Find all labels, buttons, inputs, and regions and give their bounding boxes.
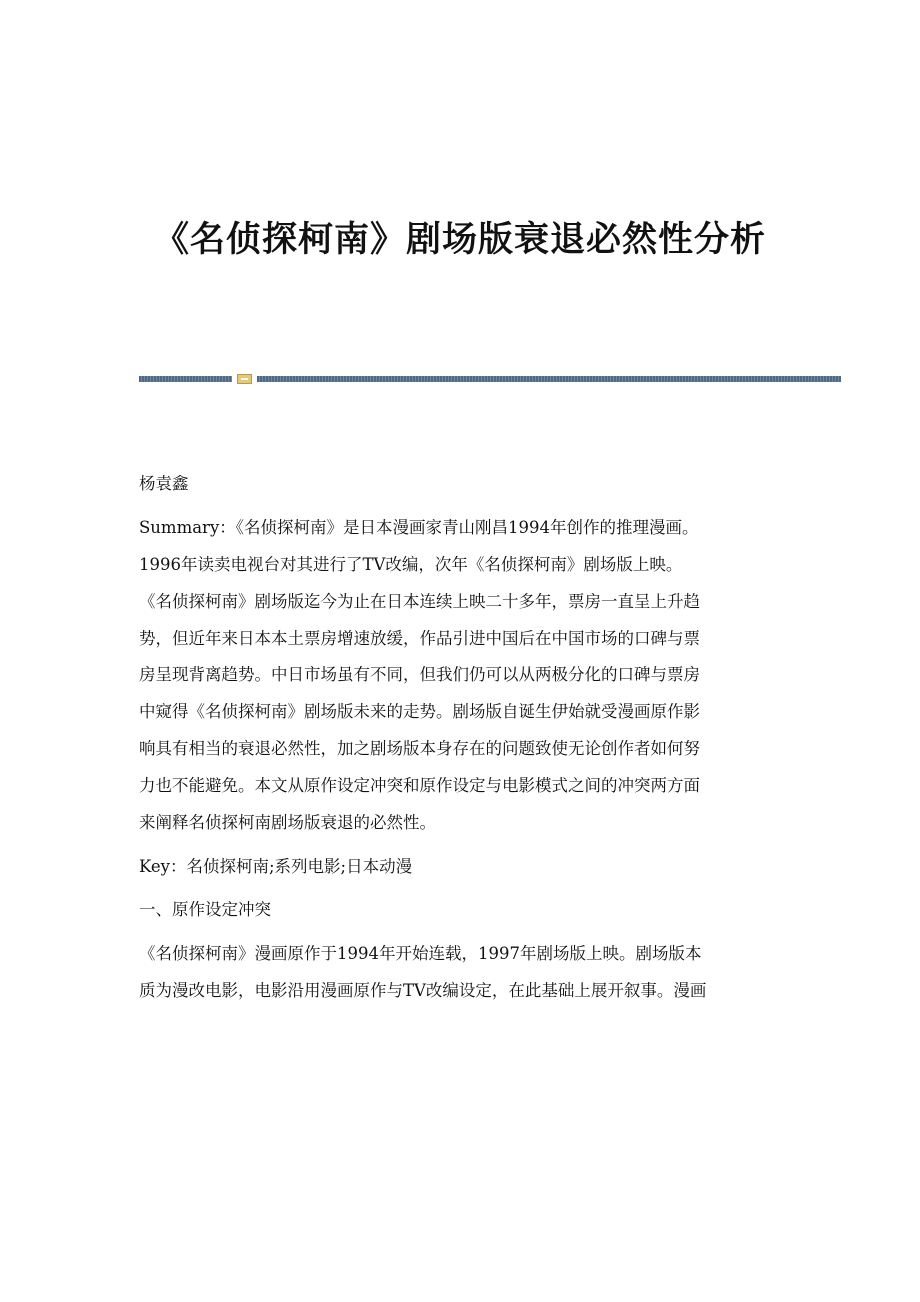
body-paragraph [139, 936, 784, 1010]
summary-line: 房呈现背离趋势。中日市场虽有不同，但我们仍可以从两极分化的口碑与票房 [139, 665, 700, 685]
summary-line: Summary：《名侦探柯南》是日本漫画家青山刚昌1994年创作的推理漫画。 [139, 517, 699, 537]
document-body [139, 466, 784, 1009]
summary-line: 中窥得《名侦探柯南》剧场版未来的走势。剧场版自诞生伊始就受漫画原作影 [139, 702, 700, 722]
body-line: 质为漫改电影，电影沿用漫画原作与TV改编设定，在此基础上展开叙事。漫画 [139, 980, 707, 1000]
title-divider [139, 374, 841, 384]
summary-line: 《名侦探柯南》剧场版迄今为止在日本连续上映二十多年，票房一直呈上升趋 [139, 591, 700, 611]
section-heading: 一、原作设定冲突 [139, 899, 271, 919]
body-line: 《名侦探柯南》漫画原作于1994年开始连载，1997年剧场版上映。剧场版本 [139, 943, 702, 963]
summary-line: 响具有相当的衰退必然性，加之剧场版本身存在的问题致使无论创作者如何努 [139, 739, 700, 759]
divider-bar-left [139, 376, 232, 382]
summary-line: 来阐释名侦探柯南剧场版衰退的必然性。 [139, 813, 436, 833]
keywords-line: Key：名侦探柯南;系列电影;日本动漫 [139, 856, 413, 876]
author-name: 杨袁鑫 [139, 474, 189, 493]
summary-line: 1996年读卖电视台对其进行了TV改编，次年《名侦探柯南》剧场版上映。 [139, 554, 683, 574]
summary-line: 力也不能避免。本文从原作设定冲突和原作设定与电影模式之间的冲突两方面 [139, 776, 700, 796]
summary-paragraph [139, 510, 784, 842]
summary-line: 势，但近年来日本本土票房增速放缓，作品引进中国后在中国市场的口碑与票 [139, 628, 700, 648]
divider-bar-right [257, 376, 841, 382]
divider-emblem-icon [237, 374, 252, 384]
document-title: 《名侦探柯南》剧场版衰退必然性分析 [153, 220, 766, 260]
